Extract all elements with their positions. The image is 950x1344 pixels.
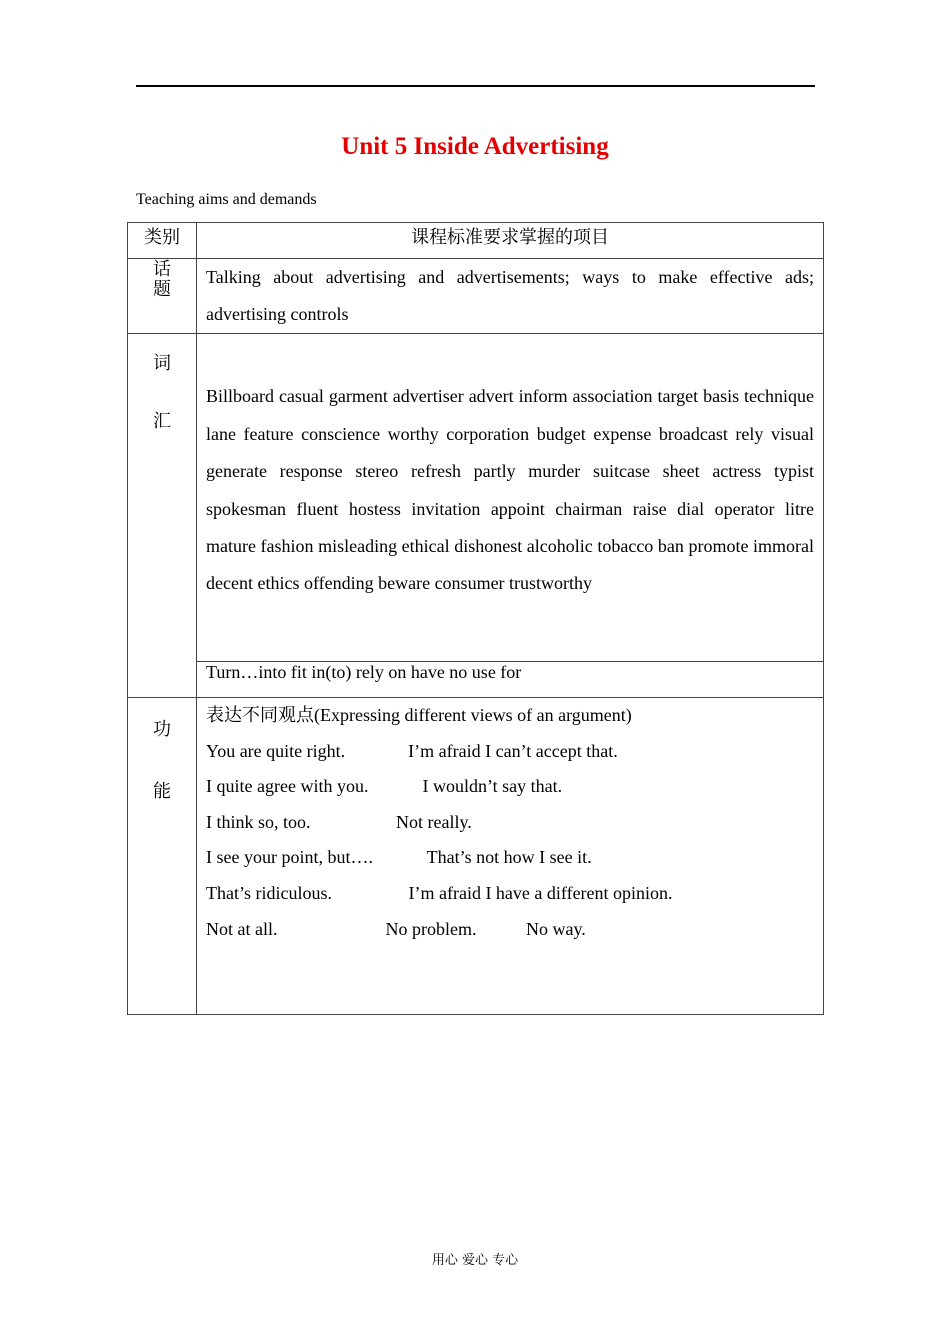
function-line: I quite agree with you. I wouldn’t say that. <box>206 776 563 797</box>
function-label-char: 功 <box>153 719 171 739</box>
topic-label-char: 题 <box>153 279 171 299</box>
page-title: Unit 5 Inside Advertising <box>341 133 609 160</box>
function-line: I see your point, but…. That’s not how I see it. <box>206 847 592 868</box>
function-label-char: 能 <box>153 781 171 801</box>
vocabulary-label-char: 词 <box>153 353 171 373</box>
vocabulary-label-char: 汇 <box>153 411 171 431</box>
topic-content-cell <box>197 259 824 334</box>
table-header-row <box>128 223 824 259</box>
function-content-cell <box>197 698 824 1015</box>
topic-row <box>128 259 824 334</box>
vocabulary-row <box>128 334 824 662</box>
function-line: That’s ridiculous. I’m afraid I have a different opinion. <box>206 882 673 903</box>
function-row <box>128 698 824 1015</box>
function-label-cell <box>128 698 197 1015</box>
vocabulary-label-cell <box>128 334 197 698</box>
phrases-row <box>128 662 824 698</box>
header-items-cell: 课程标准要求掌握的项目 <box>197 223 824 259</box>
topic-label-cell <box>128 259 197 334</box>
teaching-aims-table <box>127 222 824 1015</box>
top-rule <box>136 85 815 87</box>
page-footer: 用心 爱心 专心 <box>431 1253 519 1268</box>
function-line: You are quite right. I’m afraid I can’t accept that. <box>206 740 618 761</box>
function-line: 表达不同观点(Expressing different views of an argument) <box>206 705 632 725</box>
topic-content: Talking about advertising and advertisements; ways to make effective ads; advertising controls <box>206 267 814 324</box>
topic-label-char: 话 <box>153 259 171 279</box>
header-category-cell: 类别 <box>128 223 197 259</box>
phrases-cell: Turn…into fit in(to) rely on have no use for <box>197 662 824 698</box>
function-line: I think so, too. Not really. <box>206 811 472 832</box>
vocabulary-words-cell <box>197 334 824 662</box>
section-subtitle: Teaching aims and demands <box>136 191 317 208</box>
function-lines <box>206 698 814 965</box>
function-line: Not at all. No problem. No way. <box>206 918 586 939</box>
vocabulary-words: Billboard casual garment advertiser advert inform association target basis technique lane feature conscience worthy corporation budget expense broadcast rely visual generate response stereo refresh partly murder suitcase sheet actress typist spokesman fluent hostess invitation appoint chairman raise dial operator litre mature fashion misleading ethical dishonest alcoholic tobacco ban promote immoral decent ethics offending beware consumer trustworthy <box>206 386 814 594</box>
